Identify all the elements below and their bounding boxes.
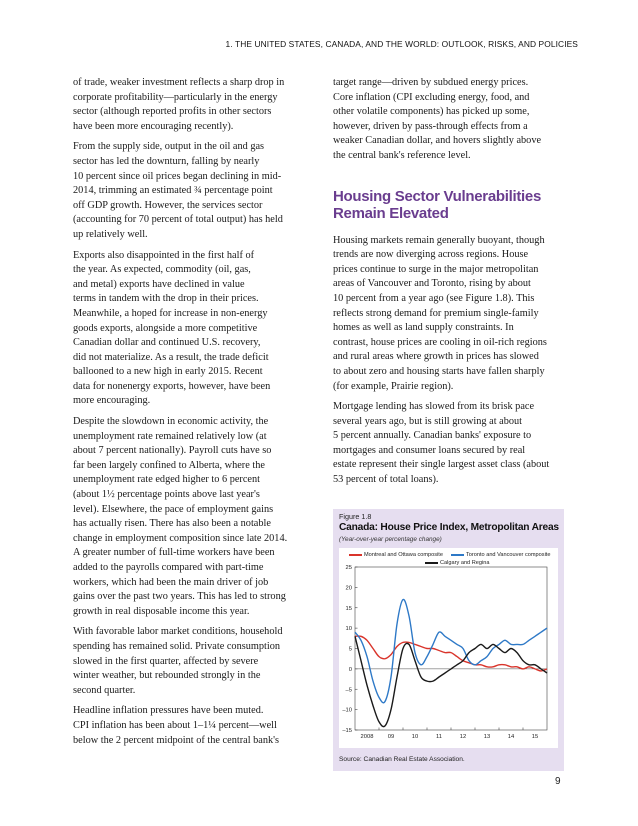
text-line: A greater number of full-time workers have been [73, 547, 275, 559]
text-line: contrast, house prices are cooling in oil-rich regions [333, 336, 547, 348]
text-line: corporate profitability—particularly in the energy [73, 91, 278, 103]
legend-label-montreal-ottawa: Montreal and Ottawa composite [364, 552, 443, 558]
text-line: Mortgage lending has slowed from its brisk pace [333, 401, 535, 413]
left-paragraph-1 [73, 76, 307, 134]
text-line: level). Elsewhere, the pace of employment gains [73, 503, 274, 515]
y-tick-label: 25 [345, 565, 352, 571]
text-line: and rural areas where growth in prices has slowed [333, 351, 539, 363]
text-line: Core inflation (CPI excluding energy, food, and [333, 91, 530, 103]
left-paragraph-3 [73, 249, 307, 410]
running-header: 1. THE UNITED STATES, CANADA, AND THE WORLD: OUTLOOK, RISKS, AND POLICIES [225, 39, 578, 49]
x-tick-label: 2008 [360, 734, 374, 740]
text-line: Housing markets remain generally buoyant, though [333, 234, 545, 246]
text-line: more encouraging. [73, 395, 151, 407]
text-line: ballooned to a new high in early 2015. Recent [73, 366, 263, 378]
left-paragraph-2 [73, 140, 307, 242]
x-tick-label: 12 [459, 734, 467, 740]
text-line: (accounting for 70 percent of total output) has held [73, 214, 283, 226]
figure-label: Figure 1.8 [339, 512, 372, 521]
text-line: With favorable labor market conditions, household [73, 626, 283, 638]
figure-title: Canada: House Price Index, Metropolitan Areas [339, 522, 559, 533]
left-paragraph-5 [73, 625, 307, 698]
right-intro-paragraph-1 [333, 76, 563, 164]
text-line: below the 2 percent midpoint of the central bank's [73, 734, 280, 746]
text-line: Meanwhile, a hoped for increase in non-energy [73, 307, 268, 319]
text-line: sector has led the downturn, falling by nearly [73, 155, 260, 167]
text-line: homes as well as land supply constraints. In [333, 322, 514, 334]
text-line: 2014, trimming an estimated ¾ percentage point [73, 185, 273, 197]
text-line: weaker Canadian dollar, and hovers slightly above [333, 135, 542, 147]
y-tick-label: 10 [345, 626, 352, 633]
x-tick-label: 09 [387, 734, 395, 740]
text-line: have been more encouraging recently). [73, 120, 234, 132]
text-line: off GDP growth. However, the services sector [73, 199, 263, 211]
text-line: goods exports, alongside a more competitive [73, 322, 258, 334]
text-line: (for example, Prairie region). [333, 380, 454, 392]
text-line: and metal) exports have declined in value [73, 278, 245, 290]
text-line: prices continue to surge in the major metropolitan [333, 263, 539, 275]
text-line: Canadian dollar and continued U.S. recovery, [73, 337, 261, 349]
text-line: gains over the past two years. This has led to strong [73, 591, 286, 603]
text-line: mortgages and consumer loans secured by real [333, 444, 526, 456]
left-paragraph-4 [73, 415, 307, 619]
plot-frame [355, 567, 547, 730]
text-line: to about zero and housing starts have fallen sharply [333, 365, 545, 377]
text-line: unemployment rate edged higher to 6 percent [73, 474, 260, 486]
text-line: spending has remained solid. Private consumption [73, 640, 281, 652]
text-line: winter weather, but rebounded strongly in the [73, 670, 261, 682]
x-tick-label: 15 [531, 734, 539, 740]
chart-area [339, 548, 558, 748]
figure-subtitle: (Year-over-year percentage change) [339, 536, 442, 543]
text-line: unemployment rate remained relatively low (at [73, 430, 267, 442]
legend-label-calgary-regina: Calgary and Regina [440, 560, 490, 566]
section-heading-line-2: Remain Elevated [333, 204, 449, 222]
text-line: other volatile components) has picked up some, [333, 106, 530, 118]
text-line: reflects strong demand for premium single-family [333, 307, 539, 319]
series-line-toronto-vancouver [355, 599, 547, 702]
y-tick-label: –15 [342, 728, 352, 734]
x-tick-label: 14 [507, 734, 515, 740]
text-line: sector (although reported profits in other sectors [73, 106, 272, 118]
text-line: trends are now diverging across regions. House [333, 249, 529, 261]
text-line: workers, which had been the main driver of job [73, 576, 269, 588]
legend-label-toronto-vancouver: Toronto and Vancouver composite [466, 552, 551, 558]
y-tick-label: –10 [342, 707, 352, 714]
section-heading-line-1: Housing Sector Vulnerabilities [333, 187, 541, 205]
text-line: terms in tandem with the drop in their prices. [73, 293, 259, 305]
text-line: far been largely confined to Alberta, where the [73, 459, 265, 471]
text-line: Exports also disappointed in the first half of [73, 249, 255, 261]
y-tick-label: –5 [345, 687, 352, 694]
text-line: 53 percent of total loans). [333, 474, 439, 486]
text-line: the year. As expected, commodity (oil, gas, [73, 264, 251, 276]
housing-paragraph-1 [333, 234, 563, 395]
section-body-text [333, 234, 563, 488]
x-tick-label: 13 [483, 734, 491, 740]
page-number: 9 [555, 776, 561, 787]
text-line: From the supply side, output in the oil and gas [73, 141, 265, 153]
text-line: up relatively well. [73, 228, 148, 240]
text-line: Despite the slowdown in economic activity, the [73, 416, 269, 428]
text-line: data for nonenergy exports, however, have been [73, 380, 271, 392]
x-tick-label: 10 [411, 734, 419, 740]
series-line-calgary-regina [355, 636, 547, 726]
text-line: however, driven by pass-through effects from a [333, 120, 528, 132]
text-line: slowed in the first quarter, affected by severe [73, 655, 259, 667]
figure-box [333, 509, 564, 771]
text-line: about 7 percent nationally). Payroll cuts have so [73, 445, 272, 457]
figure-source: Source: Canadian Real Estate Association. [339, 756, 465, 763]
text-line: target range—driven by subdued energy prices. [333, 77, 529, 88]
text-line: of trade, weaker investment reflects a sharp drop in [73, 77, 285, 88]
y-tick-label: 5 [348, 646, 352, 653]
x-tick-label: 11 [435, 734, 443, 740]
housing-paragraph-2 [333, 400, 563, 488]
text-line: several years ago, but is still growing at about [333, 415, 523, 427]
right-intro-text [333, 76, 563, 164]
text-line: the central bank's reference level. [333, 149, 471, 161]
line-chart [339, 548, 558, 748]
text-line: estate represent their single largest asset class (about [333, 459, 550, 471]
text-line: second quarter. [73, 684, 136, 696]
right-column [333, 76, 563, 494]
text-line: CPI inflation has been about 1–1¼ percent—well [73, 719, 277, 731]
text-line: 10 percent since oil prices began declining in mid- [73, 170, 282, 182]
text-line: has actually risen. There has also been a notable [73, 518, 271, 530]
text-line: did not materialize. As a result, the trade deficit [73, 351, 269, 363]
y-tick-label: 20 [345, 585, 352, 592]
text-line: areas of Vancouver and Toronto, rising by about [333, 278, 531, 290]
text-line: change in employment composition since late 2014. [73, 532, 288, 544]
left-column [73, 76, 307, 754]
left-paragraph-6 [73, 704, 307, 748]
text-line: 10 percent from a year ago (see Figure 1.8). This [333, 292, 535, 304]
text-line: added to the payrolls compared with part-time [73, 562, 264, 573]
y-tick-label: 0 [348, 666, 352, 673]
text-line: growth in real disposable income this year. [73, 605, 250, 617]
y-tick-label: 15 [345, 605, 352, 612]
text-line: (about 1½ percentage points above last year's [73, 489, 260, 501]
text-line: 5 percent annually. Canadian banks' exposure to [333, 430, 532, 442]
section-heading [333, 188, 563, 222]
text-line: Headline inflation pressures have been muted. [73, 705, 264, 717]
